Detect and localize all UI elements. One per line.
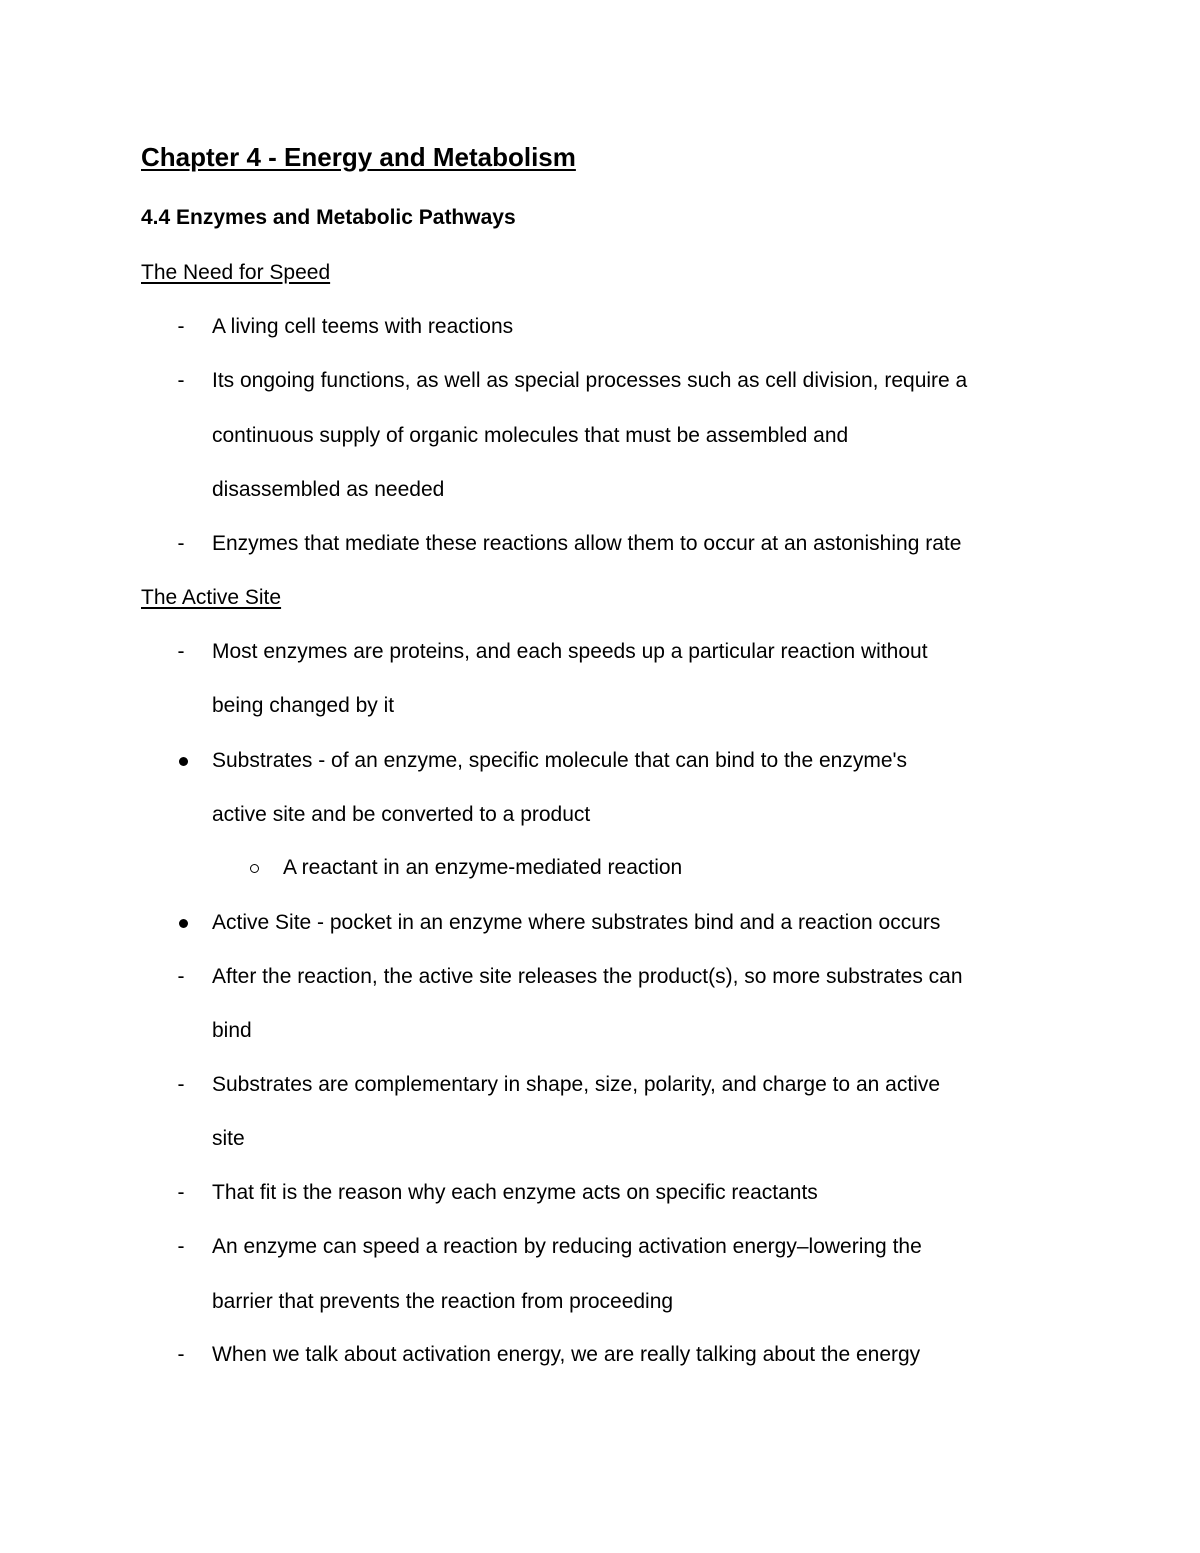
dash-marker: - <box>177 640 185 663</box>
list-item-line: bind <box>212 1019 252 1042</box>
dash-marker: - <box>177 1343 185 1366</box>
dash-marker: - <box>177 532 185 555</box>
bullet-dot-icon <box>179 757 188 766</box>
list-item-line: When we talk about activation energy, we are really talking about the energy <box>212 1343 921 1366</box>
list-item-line: Most enzymes are proteins, and each speeds up a particular reaction without <box>212 640 928 663</box>
list-item-line: Its ongoing functions, as well as special processes such as cell division, require a <box>212 369 968 392</box>
list-item-line: active site and be converted to a product <box>212 803 591 826</box>
list-item-line: disassembled as needed <box>212 478 445 501</box>
dash-marker: - <box>177 315 185 338</box>
dash-marker: - <box>177 1073 185 1096</box>
list-item-line: continuous supply of organic molecules that must be assembled and <box>212 424 849 447</box>
list-item-line: A living cell teems with reactions <box>212 315 514 338</box>
list-item-line: being changed by it <box>212 694 395 717</box>
dash-marker: - <box>177 369 185 392</box>
chapter-title: Chapter 4 - Energy and Metabolism <box>141 142 576 172</box>
list-item-line: barrier that prevents the reaction from proceeding <box>212 1290 674 1313</box>
dash-marker: - <box>177 1181 185 1204</box>
subheading-need-for-speed: The Need for Speed <box>141 261 331 284</box>
bullet-ring-icon <box>250 864 259 873</box>
subheading-active-site: The Active Site <box>141 586 282 609</box>
bullet-dot-icon <box>179 919 188 928</box>
list-item-line: site <box>212 1127 245 1150</box>
list-item-line: Enzymes that mediate these reactions allow them to occur at an astonishing rate <box>212 532 962 555</box>
section-title: 4.4 Enzymes and Metabolic Pathways <box>141 206 516 229</box>
list-item-line: Active Site - pocket in an enzyme where substrates bind and a reaction occurs <box>212 911 941 934</box>
list-item-line: A reactant in an enzyme-mediated reaction <box>283 856 683 879</box>
list-item-line: After the reaction, the active site releases the product(s), so more substrates can <box>212 965 963 988</box>
list-item-line: Substrates are complementary in shape, size, polarity, and charge to an active <box>212 1073 940 1096</box>
dash-marker: - <box>177 1235 185 1258</box>
list-item-line: An enzyme can speed a reaction by reducing activation energy–lowering the <box>212 1235 922 1258</box>
dash-marker: - <box>177 965 185 988</box>
list-item-line: That fit is the reason why each enzyme acts on specific reactants <box>212 1181 818 1204</box>
list-item-line: Substrates - of an enzyme, specific molecule that can bind to the enzyme's <box>212 749 908 772</box>
